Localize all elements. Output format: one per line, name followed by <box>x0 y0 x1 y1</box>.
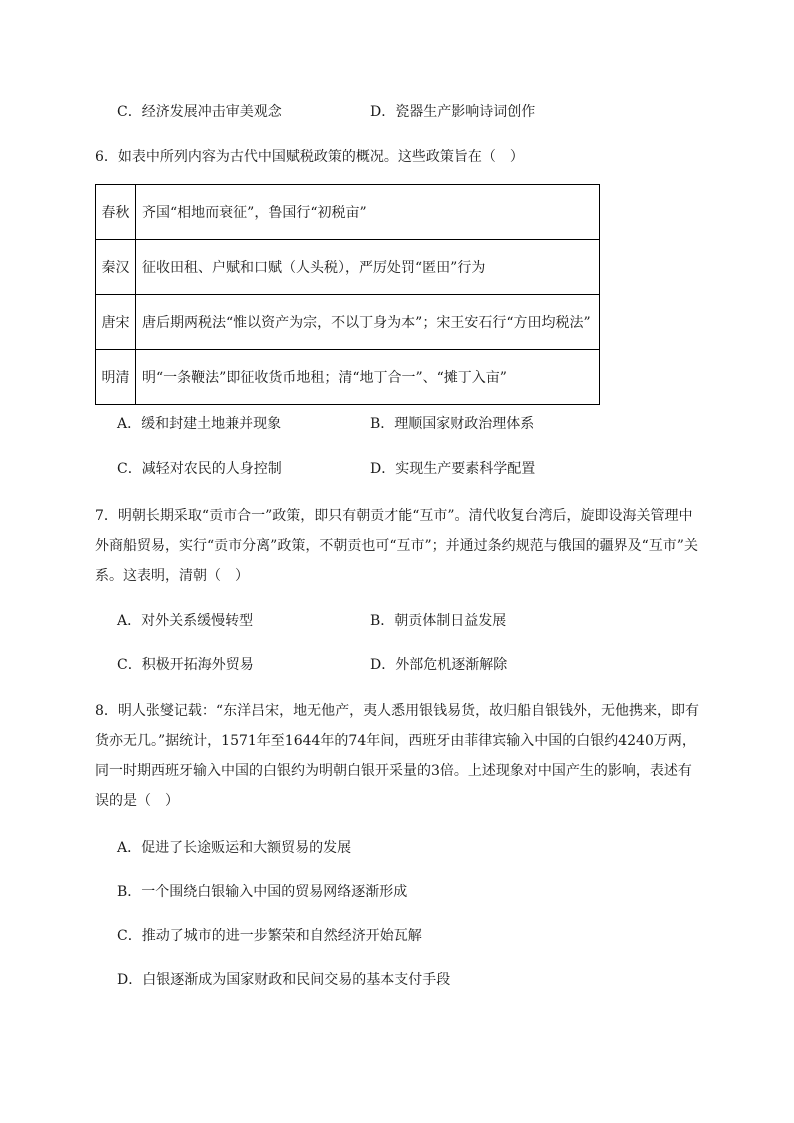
q8-stem-line-1: 8．明人张燮记载：“东洋吕宋，地无他产，夷人悉用银钱易货，故归船自银钱外，无他携来，即有 <box>95 703 700 719</box>
q7-stem-line-1: 7．明朝长期采取“贡市合一”政策，即只有朝贡才能“互市”。清代收复台湾后，旋即设海关管理中 <box>95 508 693 524</box>
policy-cell: 唐后期两税法“惟以资产为宗，不以丁身为本”；宋王安石行“方田均税法” <box>136 295 600 350</box>
q7-option-d: D．外部危机逐渐解除 <box>370 657 508 673</box>
q8-option-d: D．白银逐渐成为国家财政和民间交易的基本支付手段 <box>117 972 451 988</box>
policy-cell: 征收田租、户赋和口赋（人头税），严厉处罚“匿田”行为 <box>136 240 600 295</box>
q6-stem: 6．如表中所列内容为古代中国赋税政策的概况。这些政策旨在（ ） <box>95 149 524 165</box>
tax-policy-table <box>95 184 600 405</box>
table-row <box>96 185 600 240</box>
q5-option-d: D．瓷器生产影响诗词创作 <box>370 104 536 120</box>
table-row <box>96 295 600 350</box>
q7-option-b: B．朝贡体制日益发展 <box>370 613 507 629</box>
q6-option-b: B．理顺国家财政治理体系 <box>370 416 535 432</box>
q8-option-a: A．促进了长途贩运和大额贸易的发展 <box>117 840 352 856</box>
q8-option-b: B．一个围绕白银输入中国的贸易网络逐渐形成 <box>117 884 408 900</box>
q8-stem-line-3: 同一时期西班牙输入中国的白银约为明朝白银开采量的3倍。上述现象对中国产生的影响，表述有 <box>95 763 692 779</box>
q8-stem-line-2: 货亦无几。”据统计，1571年至1644年的74年间，西班牙由菲律宾输入中国的白银约4240万两， <box>95 733 696 749</box>
era-cell: 秦汉 <box>96 240 136 295</box>
q7-stem-line-3: 系。这表明，清朝（ ） <box>95 568 249 584</box>
policy-cell: 明“一条鞭法”即征收货币地租；清“地丁合一”、“摊丁入亩” <box>136 350 600 405</box>
q6-option-a: A．缓和封建土地兼并现象 <box>117 416 282 432</box>
q7-option-a: A．对外关系缓慢转型 <box>117 613 254 629</box>
table-row <box>96 240 600 295</box>
q6-option-d: D．实现生产要素科学配置 <box>370 461 536 477</box>
q7-option-c: C．积极开拓海外贸易 <box>117 657 254 673</box>
era-cell: 明清 <box>96 350 136 405</box>
q7-stem-line-2: 外商船贸易，实行“贡市分离”政策，不朝贡也可“互市”；并通过条约规范与俄国的疆界及“互市”关 <box>95 538 698 554</box>
era-cell: 唐宋 <box>96 295 136 350</box>
era-cell: 春秋 <box>96 185 136 240</box>
q6-option-c: C．减轻对农民的人身控制 <box>117 461 282 477</box>
q8-option-c: C．推动了城市的进一步繁荣和自然经济开始瓦解 <box>117 928 422 944</box>
policy-cell: 齐国“相地而衰征”，鲁国行“初税亩” <box>136 185 600 240</box>
q8-stem-line-4: 误的是（ ） <box>95 793 179 809</box>
table-row <box>96 350 600 405</box>
q5-option-c: C．经济发展冲击审美观念 <box>117 104 282 120</box>
